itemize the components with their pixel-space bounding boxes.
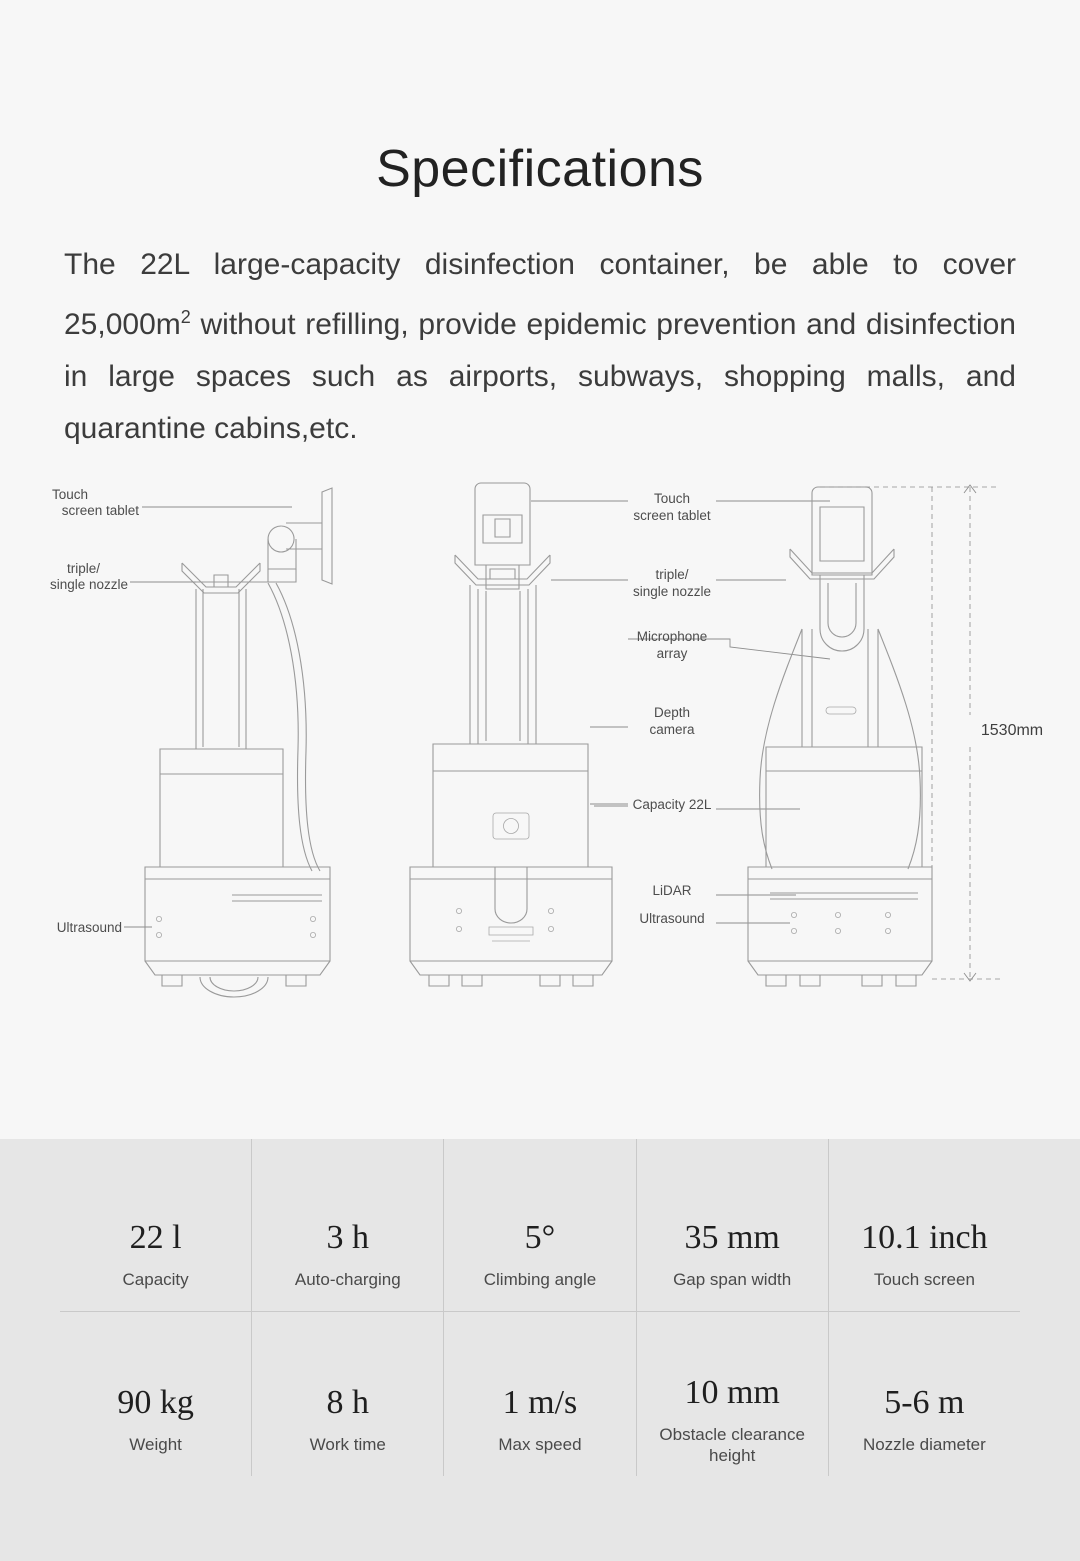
spec-cell-obstacle-clearance-height: [636, 1311, 828, 1476]
specs-table: [60, 1139, 1020, 1476]
spec-cell-work-time: [252, 1311, 444, 1476]
spec-label: Obstacle clearance height: [659, 1425, 805, 1465]
intro-paragraph: [64, 239, 1016, 455]
label-nozzle-mid-line1: triple/: [655, 566, 689, 582]
spec-cell-gap-span-width: [636, 1139, 828, 1312]
label-nozzle-left-line1: triple/: [66, 560, 100, 576]
robot-perspective-view: [748, 485, 1043, 986]
spec-value: 10.1 inch: [861, 1218, 988, 1256]
page-title: Specifications: [376, 139, 704, 198]
spec-cell-touch-screen: [828, 1139, 1020, 1312]
spec-label: Auto-charging: [294, 1270, 401, 1290]
spec-label: Capacity: [122, 1270, 189, 1290]
label-microphone-array-line2: array: [656, 645, 688, 661]
spec-cell-capacity: [60, 1139, 252, 1312]
label-touch-screen-tablet-mid-line2: screen tablet: [633, 507, 711, 523]
intro-unit: m: [155, 307, 181, 341]
spec-value: 22 l: [129, 1218, 182, 1256]
specifications-page: [0, 35, 1080, 1561]
specs-section: [0, 1139, 1080, 1561]
diagram-center-labels: [633, 491, 830, 926]
spec-label: Touch screen: [873, 1270, 975, 1290]
spec-label: Nozzle diameter: [862, 1435, 986, 1455]
spec-label: Weight: [129, 1435, 182, 1455]
table-row: [60, 1311, 1020, 1476]
label-capacity: Capacity 22L: [632, 796, 712, 812]
spec-cell-nozzle-diameter: [828, 1311, 1020, 1476]
robot-front-view: [410, 483, 830, 986]
label-nozzle-mid-line2: single nozzle: [632, 583, 712, 599]
spec-value: 5-6 m: [884, 1383, 965, 1421]
label-depth-camera-line2: camera: [649, 721, 695, 737]
label-touch-screen-tablet-mid-line1: Touch: [653, 490, 691, 506]
label-touch-screen-tablet-left-line2: screen tablet: [61, 502, 139, 518]
label-touch-screen-tablet-left-line1: Touch: [51, 486, 88, 502]
spec-cell-weight: [60, 1311, 252, 1476]
intro-text-part2: without refilling, provide epidemic prevention and disinfection in large spaces such as airports, subways, shopping malls, and quarantine cabins,etc.: [64, 307, 1016, 445]
label-nozzle-left-line2: single nozzle: [49, 576, 128, 592]
spec-value: 90 kg: [117, 1383, 194, 1421]
spec-value: 35 mm: [684, 1218, 780, 1256]
spec-value: 1 m/s: [502, 1383, 578, 1421]
spec-value: 3 h: [326, 1218, 370, 1256]
label-depth-camera-line1: Depth: [653, 704, 691, 720]
label-height-dimension: 1530mm: [980, 721, 1044, 739]
label-ultrasound-mid: Ultrasound: [639, 910, 705, 926]
label-lidar: LiDAR: [652, 882, 692, 898]
robot-diagram: [0, 479, 1080, 1034]
spec-cell-climbing-angle: [444, 1139, 636, 1312]
label-microphone-array-line1: Microphone: [636, 628, 708, 644]
intro-superscript: 2: [180, 306, 191, 327]
spec-label: Max speed: [498, 1435, 582, 1455]
intro-text-part1: The 22L large-capacity disinfection container, be able to cover 25,000: [64, 247, 1016, 341]
spec-label: Gap span width: [673, 1270, 792, 1290]
label-ultrasound-left: Ultrasound: [56, 919, 122, 935]
spec-value: 8 h: [326, 1383, 370, 1421]
robot-diagram-svg: [0, 479, 1080, 1034]
spec-value: 10 mm: [684, 1373, 780, 1411]
spec-label: Work time: [309, 1435, 386, 1455]
robot-side-view: [50, 487, 332, 997]
table-row: [60, 1139, 1020, 1312]
spec-label: Climbing angle: [483, 1270, 597, 1290]
spec-value: 5°: [524, 1218, 556, 1256]
spec-cell-max-speed: [444, 1311, 636, 1476]
spec-cell-auto-charging: [252, 1139, 444, 1312]
